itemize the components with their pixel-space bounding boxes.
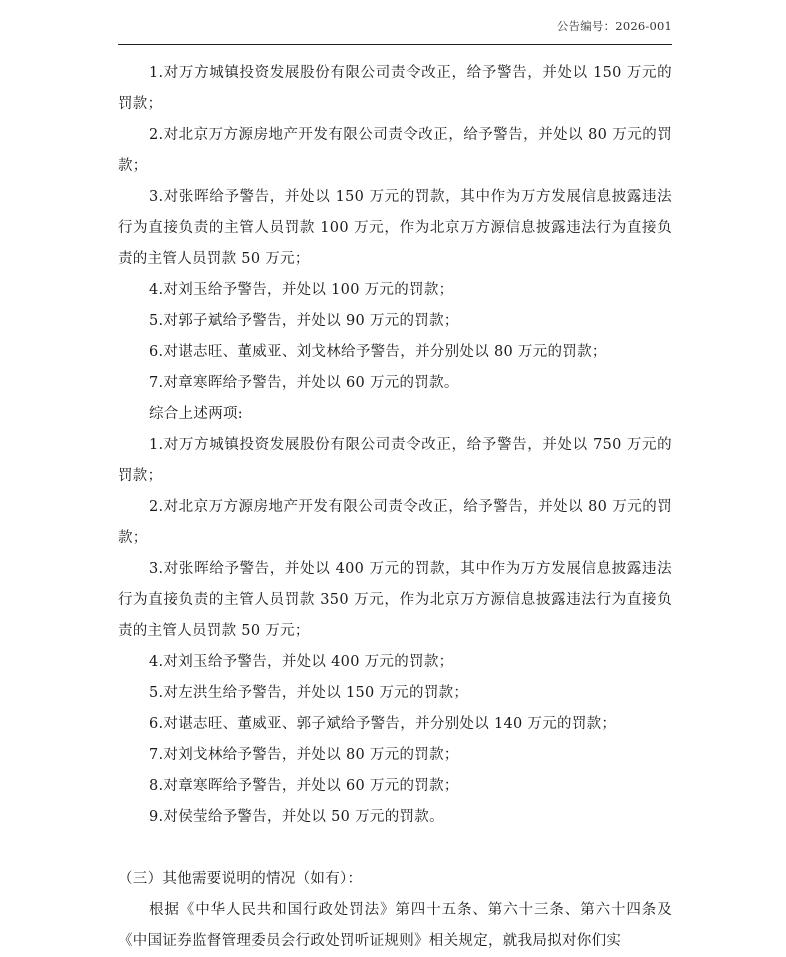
notice-code: 公告编号：2026-001: [556, 19, 672, 33]
penalty-item: 7.对章寒晖给予警告，并处以 60 万元的罚款。: [149, 375, 459, 391]
combined-penalty-item: 2.对北京万方源房地产开发有限公司责令改正，给予警告，并处以 80 万元的罚款；: [118, 499, 672, 546]
combined-penalty-item: 8.对章寒晖给予警告，并处以 60 万元的罚款；: [149, 778, 459, 794]
penalty-item: 1.对万方城镇投资发展股份有限公司责令改正，给予警告，并处以 150 万元的罚款；: [118, 65, 672, 112]
combined-penalty-item: 5.对左洪生给予警告，并处以 150 万元的罚款；: [149, 685, 469, 701]
penalty-item: 3.对张晖给予警告，并处以 150 万元的罚款，其中作为万方发展信息披露违法行为直接负责的主管人员罚款 100 万元，作为北京万方源信息披露违法行为直接负责的主管人员罚款 50 万元；: [118, 189, 672, 267]
combined-penalty-item: 3.对张晖给予警告，并处以 400 万元的罚款，其中作为万方发展信息披露违法行为直接负责的主管人员罚款 350 万元，作为北京万方源信息披露违法行为直接负责的主管人员罚款 50 万元；: [118, 561, 672, 639]
combined-penalty-item: 1.对万方城镇投资发展股份有限公司责令改正，给予警告，并处以 750 万元的罚款；: [118, 437, 672, 484]
combined-penalty-item: 9.对侯莹给予警告，并处以 50 万元的罚款。: [149, 809, 444, 825]
section-body: 根据《中华人民共和国行政处罚法》第四十五条、第六十三条、第六十四条及《中国证券监督管理委员会行政处罚听证规则》相关规定，就我局拟对你们实: [118, 902, 672, 949]
combined-penalty-item: 7.对刘戈林给予警告，并处以 80 万元的罚款；: [149, 747, 459, 763]
section-title: （三）其他需要说明的情况（如有）：: [118, 871, 363, 887]
combined-penalty-item: 4.对刘玉给予警告，并处以 400 万元的罚款；: [149, 654, 454, 670]
penalty-item: 5.对郭子斌给予警告，并处以 90 万元的罚款；: [149, 313, 459, 329]
spacer: [118, 833, 672, 864]
document-body: [118, 58, 672, 957]
penalty-item: 4.对刘玉给予警告，并处以 100 万元的罚款；: [149, 282, 454, 298]
combined-penalty-item: 6.对谌志旺、董威亚、郭子斌给予警告，并分别处以 140 万元的罚款；: [149, 716, 617, 732]
page-header: [118, 0, 672, 45]
penalty-item: 6.对谌志旺、董威亚、刘戈林给予警告，并分别处以 80 万元的罚款；: [149, 344, 607, 360]
summary-label: 综合上述两项:: [149, 406, 243, 422]
penalty-item: 2.对北京万方源房地产开发有限公司责令改正，给予警告，并处以 80 万元的罚款；: [118, 127, 672, 174]
